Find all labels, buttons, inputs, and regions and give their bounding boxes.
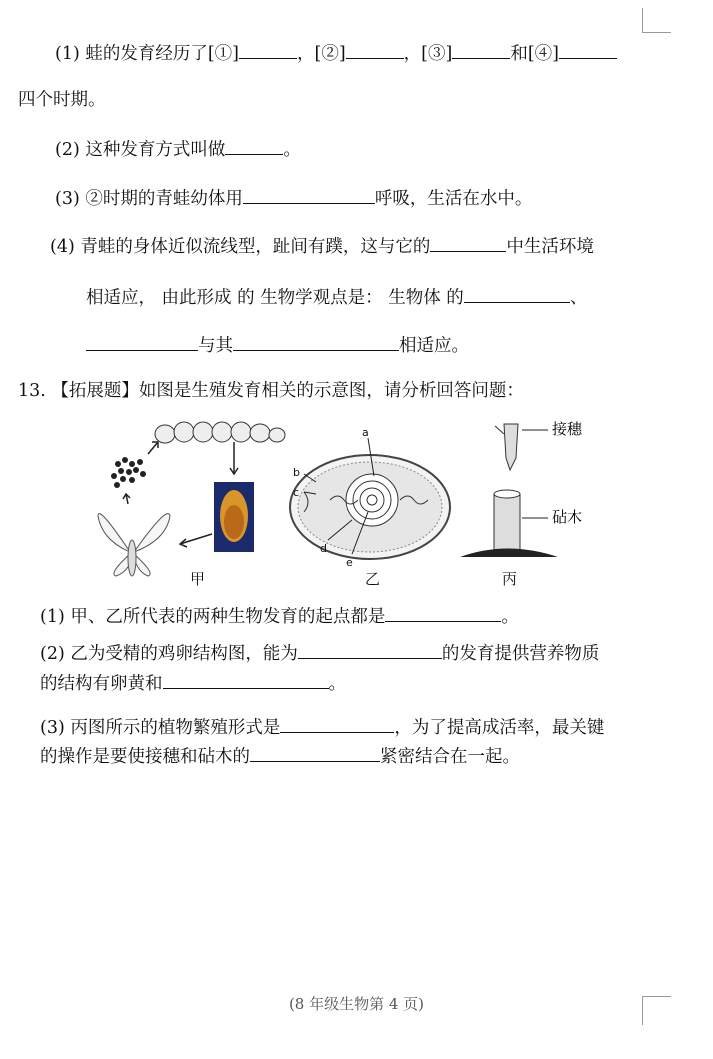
- rootstock-label: 砧木: [552, 508, 583, 526]
- scion-label: 接穗: [552, 420, 583, 438]
- q13-part1: [40, 603, 519, 628]
- separator: ，: [403, 44, 422, 64]
- marker-2: [②]: [314, 44, 346, 64]
- q13-part3-line2: [40, 743, 520, 768]
- egg-label-a: a: [362, 426, 369, 439]
- egg-label-b: b: [293, 466, 300, 479]
- panel-bing-grafting: [460, 420, 583, 557]
- q13-header: 13. 【拓展题】如图是生殖发育相关的示意图，请分析回答问题：: [18, 381, 524, 401]
- q13-part2-text: (2) 乙为受精的鸡卵结构图，能为: [40, 644, 298, 664]
- q13-part2-line1: [40, 640, 599, 665]
- egg-label-e: e: [346, 556, 353, 569]
- q13-figure: [90, 412, 620, 592]
- answer-blank-12[interactable]: [298, 640, 442, 659]
- answer-blank-15[interactable]: [250, 743, 380, 762]
- q13-part1-text: (1) 甲、乙所代表的两种生物发育的起点都是: [40, 607, 386, 627]
- q12-part1-line1: [55, 40, 617, 65]
- panel-label-jia: 甲: [190, 570, 206, 588]
- q13-part3-line2-text: 的操作是要使接穗和砧木的: [40, 747, 250, 767]
- q13-part2-line2: [40, 670, 346, 695]
- q12-part1-line2: 四个时期。: [18, 90, 106, 110]
- marker-3: [③]: [421, 44, 453, 64]
- answer-blank-4[interactable]: [559, 40, 617, 59]
- q12-part2-text: (2) 这种发育方式叫做: [55, 140, 226, 160]
- egg-label-d: d: [320, 542, 327, 555]
- q12-part4-text: (4) 青蛙的身体近似流线型，趾间有蹼，这与它的: [50, 237, 431, 257]
- answer-blank-13[interactable]: [163, 670, 329, 689]
- answer-blank-11[interactable]: [385, 603, 501, 622]
- answer-blank-8[interactable]: [464, 284, 570, 303]
- marker-4: 和[④]: [510, 44, 559, 64]
- ground-icon: [460, 549, 558, 558]
- q13-part3-line2-end: 紧密结合在一起。: [380, 747, 520, 767]
- panel-yi-egg-structure: [290, 426, 450, 569]
- page-corner-mark-bottom: [642, 996, 671, 1025]
- q12-part1-prefix: (1) 蛙的发育经历了[①]: [55, 44, 240, 64]
- answer-blank-14[interactable]: [280, 714, 394, 733]
- q12-part4-line1: [50, 233, 594, 258]
- answer-blank-7[interactable]: [430, 233, 506, 252]
- silkworm-larva-icon: [155, 422, 285, 443]
- q13-part2-end: 的发育提供营养物质: [441, 644, 600, 664]
- q12-part4-line2: [86, 284, 587, 309]
- answer-blank-9[interactable]: [86, 332, 198, 351]
- q12-part2: [55, 136, 301, 161]
- reproduction-diagram: [90, 412, 620, 592]
- answer-blank-3[interactable]: [452, 40, 510, 59]
- separator: ，: [297, 44, 315, 64]
- q13-part2-line2-text: 的结构有卵黄和: [40, 674, 163, 694]
- page-footer: (8 年级生物第 4 页): [288, 995, 425, 1013]
- q12-part4-line2-text: 相适应， 由此形成 的 生物学观点是： 生物体 的: [86, 288, 464, 308]
- punct: 。: [501, 607, 519, 627]
- q12-part4-line3: [86, 332, 469, 357]
- silkworm-eggs-icon: [111, 457, 146, 488]
- q12-part3: [55, 185, 532, 210]
- q12-part4-line3-mid: 与其: [198, 336, 233, 356]
- answer-blank-1[interactable]: [239, 40, 297, 59]
- q12-part3-text: (3) ②时期的青蛙幼体用: [55, 189, 243, 209]
- answer-blank-6[interactable]: [243, 185, 375, 204]
- answer-blank-2[interactable]: [346, 40, 404, 59]
- panel-jia-silkworm-cycle: [98, 422, 285, 576]
- silkworm-moth-icon: [98, 514, 170, 576]
- answer-blank-5[interactable]: [225, 136, 283, 155]
- q12-part4-line3-end: 相适应。: [399, 336, 469, 356]
- punct: 。: [328, 674, 346, 694]
- punct: 、: [569, 288, 588, 308]
- punct: 。: [283, 140, 301, 160]
- q13-part3-line1: [40, 714, 604, 739]
- q12-part3-end: 呼吸，生活在水中。: [374, 189, 533, 209]
- answer-blank-10[interactable]: [233, 332, 399, 351]
- panel-label-yi: 乙: [365, 570, 381, 588]
- q13-part3-end: ，为了提高成活率，最关键: [394, 718, 605, 738]
- silkworm-pupa-icon: [214, 482, 254, 552]
- egg-label-c: c: [293, 486, 300, 499]
- scion-icon: [504, 424, 518, 470]
- rootstock-icon: [494, 494, 520, 554]
- q13-part3-text: (3) 丙图所示的植物繁殖形式是: [40, 718, 281, 738]
- panel-label-bing: 丙: [502, 570, 518, 588]
- page-corner-mark-top: [642, 8, 671, 33]
- q12-part4-end: 中生活环境: [506, 237, 594, 257]
